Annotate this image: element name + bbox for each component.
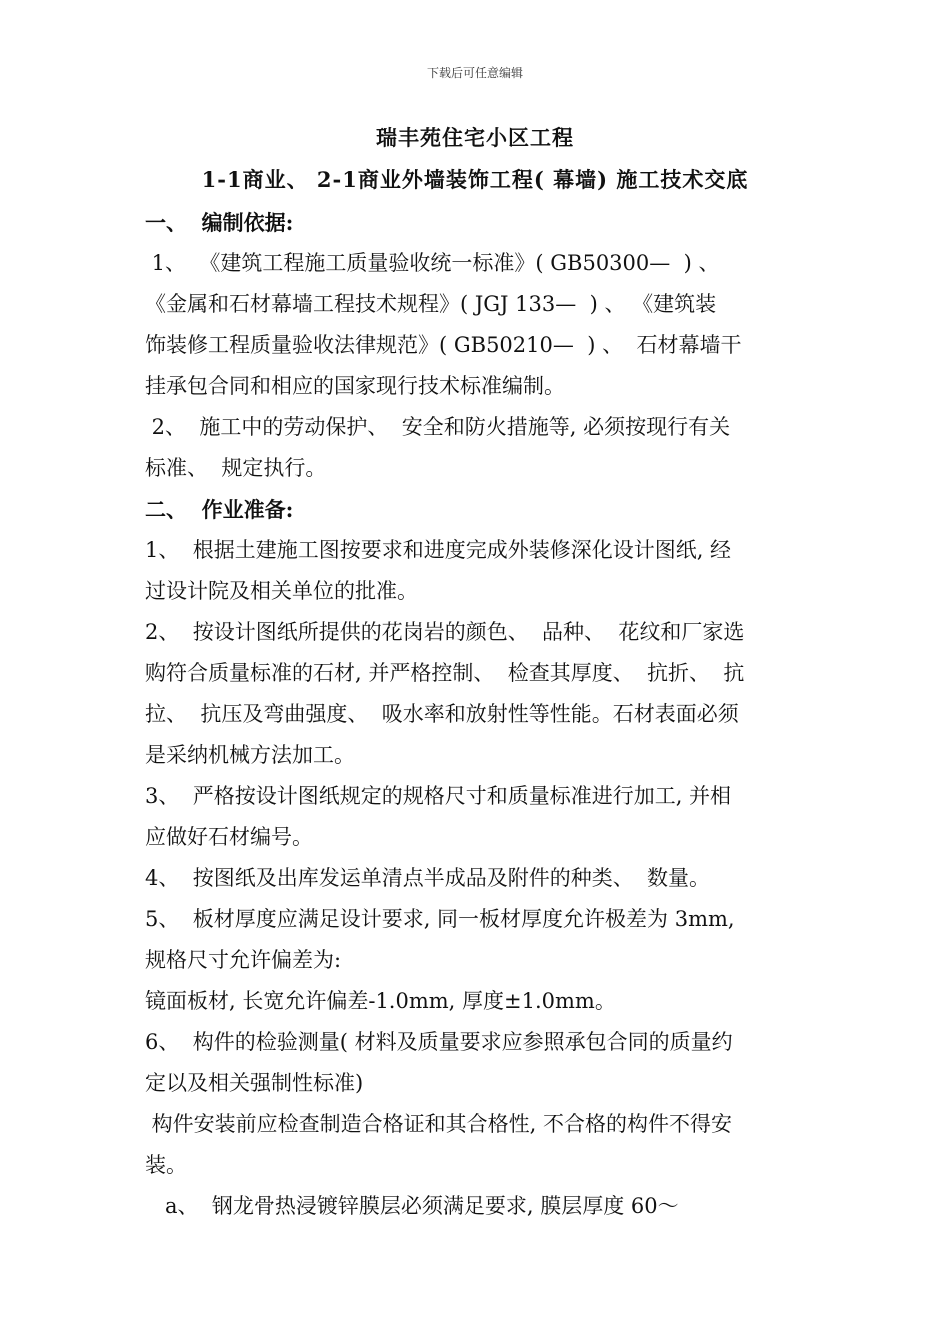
body-line: 挂承包合同和相应的国家现行技术标准编制。 (145, 374, 565, 398)
body-line: 《金属和石材幕墙工程技术规程》( JGJ 133— ) 、 《建筑装 (145, 292, 717, 316)
body-line: 购符合质量标准的石材, 并严格控制、 检查其厚度、 抗折、 抗 (145, 661, 745, 685)
body-line: 拉、 抗压及弯曲强度、 吸水率和放射性等性能。石材表面必须 (145, 702, 739, 726)
body-line: 6、 构件的检验测量( 材料及质量要求应参照承包合同的质量约 (145, 1030, 733, 1054)
body-line: 应做好石材编号。 (145, 825, 313, 849)
body-line: 2、 按设计图纸所提供的花岗岩的颜色、 品种、 花纹和厂家选 (145, 620, 745, 644)
section-heading: 一、 编制依据: (145, 210, 294, 235)
document-title: 瑞丰苑住宅小区工程 (376, 125, 574, 150)
body-line: 构件安装前应检查制造合格证和其合格性, 不合格的构件不得安 (145, 1112, 733, 1136)
document-body (145, 202, 809, 1227)
body-line: 是采纳机械方法加工。 (145, 743, 355, 767)
body-line: 定以及相关强制性标准) (145, 1071, 364, 1095)
body-line: 1、 《建筑工程施工质量验收统一标准》( GB50300— ) 、 (145, 251, 720, 275)
body-line: 过设计院及相关单位的批准。 (145, 579, 418, 603)
body-line: 镜面板材, 长宽允许偏差-1.0mm, 厚度±1.0mm。 (145, 989, 616, 1013)
body-line: 2、 施工中的劳动保护、 安全和防火措施等, 必须按现行有关 (145, 415, 731, 439)
body-line: 5、 板材厚度应满足设计要求, 同一板材厚度允许极差为 3mm, (145, 907, 735, 931)
body-line: 标准、 规定执行。 (145, 456, 327, 480)
body-line: 规格尺寸允许偏差为: (145, 948, 342, 972)
body-line: 装。 (145, 1153, 187, 1177)
document-subtitle: 1-1商业、 2-1商业外墙装饰工程( 幕墙) 施工技术交底 (201, 167, 749, 192)
body-line: 1、 根据土建施工图按要求和进度完成外装修深化设计图纸, 经 (145, 538, 732, 562)
body-line: a、 钢龙骨热浸镀锌膜层必须满足要求, 膜层厚度 60～ (145, 1194, 679, 1218)
body-line: 3、 严格按设计图纸规定的规格尺寸和质量标准进行加工, 并相 (145, 784, 732, 808)
body-line: 4、 按图纸及出库发运单清点半成品及附件的种类、 数量。 (145, 866, 711, 890)
body-line: 饰装修工程质量验收法律规范》( GB50210— ) 、 石材幕墙干 (145, 333, 742, 357)
header-note: 下载后可任意编辑 (426, 66, 523, 80)
section-heading: 二、 作业准备: (145, 497, 294, 522)
